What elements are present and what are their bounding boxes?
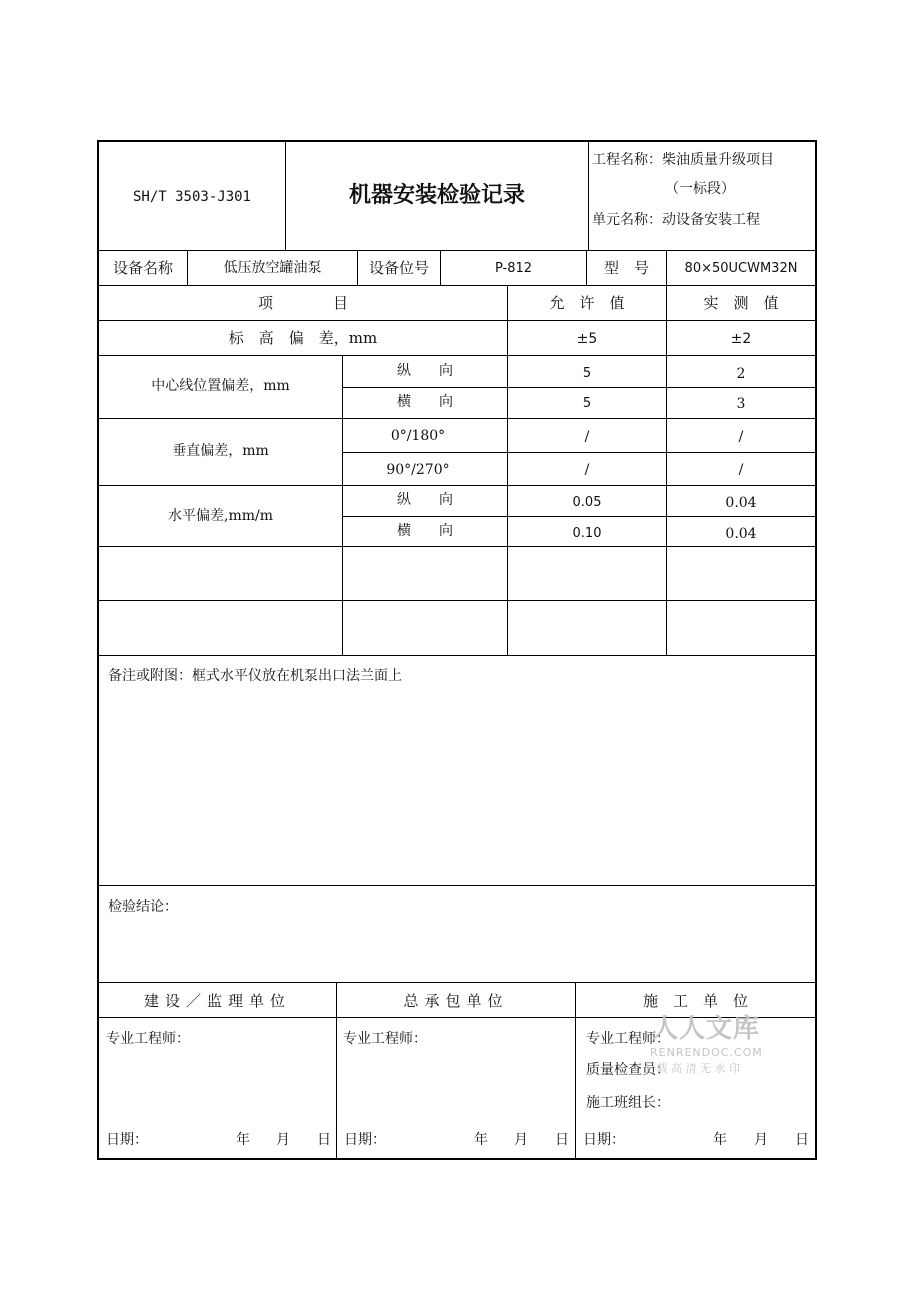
equipment-model-label: 型 号 — [603, 259, 649, 277]
owner-date-label: 日期： — [106, 1132, 148, 1148]
watermark-brand: 人人文库 — [652, 1014, 761, 1044]
centerline-measured-longitudinal: 2 — [736, 366, 746, 382]
vertical-allowed-0-180: / — [584, 429, 590, 445]
remarks-label: 备注或附图： — [108, 668, 192, 684]
construction-date-month: 月 — [754, 1132, 768, 1148]
centerline-allowed-transverse: 5 — [582, 396, 592, 411]
page-title: 机器安装检验记录 — [348, 183, 525, 208]
construction-date-day: 日 — [795, 1132, 809, 1148]
level-measured-longitudinal: 0.04 — [725, 495, 757, 511]
signature-header-contractor: 总承包单位 — [403, 992, 509, 1010]
column-header-allowed: 允 许 值 — [549, 294, 625, 312]
owner-date-day: 日 — [317, 1132, 331, 1148]
unit-name: 动设备安装工程 — [662, 212, 760, 228]
equipment-tag-label: 设备位号 — [368, 259, 429, 277]
project-name-line — [592, 151, 774, 169]
conclusion-label: 检验结论： — [108, 899, 178, 915]
equipment-tag-value: P-812 — [494, 261, 533, 276]
centerline-measured-transverse: 3 — [736, 396, 746, 412]
construction-date-year: 年 — [713, 1132, 727, 1148]
watermark-domain: RENRENDOC.COM — [650, 1046, 763, 1059]
elevation-measured: ±2 — [730, 331, 752, 347]
column-header-item: 项 目 — [257, 294, 348, 312]
elevation-allowed: ±5 — [576, 331, 598, 347]
construction-date-label: 日期： — [583, 1132, 625, 1148]
vertical-allowed-90-270: / — [584, 462, 590, 478]
construction-leader-label: 施工班组长： — [586, 1095, 670, 1111]
construction-inspector-label: 质量检查员： — [586, 1062, 670, 1078]
equipment-model-value: 80×50UCWM32N — [684, 261, 798, 276]
level-sub-transverse: 横 向 — [397, 523, 453, 539]
column-header-measured: 实 测 值 — [703, 294, 779, 312]
equipment-name-label: 设备名称 — [112, 259, 173, 277]
vertical-measured-0-180: / — [738, 429, 744, 445]
construction-engineer-label: 专业工程师： — [586, 1031, 670, 1047]
level-allowed-transverse: 0.10 — [572, 526, 602, 541]
signature-header-construction: 施 工 单 位 — [642, 992, 748, 1010]
vertical-sub-0-180: 0°/180° — [390, 428, 446, 444]
project-section: （一标段） — [665, 181, 735, 197]
owner-date-month: 月 — [276, 1132, 290, 1148]
level-label: 水平偏差,mm/m — [168, 508, 273, 524]
centerline-label: 中心线位置偏差，mm — [151, 378, 290, 394]
level-measured-transverse: 0.04 — [725, 526, 757, 542]
centerline-sub-longitudinal: 纵 向 — [397, 363, 453, 379]
equipment-name-value: 低压放空罐油泵 — [223, 260, 322, 276]
contractor-date-label: 日期： — [344, 1132, 386, 1148]
owner-engineer-label: 专业工程师： — [106, 1031, 190, 1047]
contractor-date-year: 年 — [474, 1132, 488, 1148]
project-name: 柴油质量升级项目 — [662, 152, 774, 168]
vertical-label: 垂直偏差，mm — [172, 443, 269, 459]
form-code: SH/T 3503-J301 — [132, 189, 251, 205]
contractor-date-day: 日 — [555, 1132, 569, 1148]
level-sub-longitudinal: 纵 向 — [397, 492, 453, 508]
owner-date-year: 年 — [236, 1132, 250, 1148]
signature-header-owner: 建设／监理单位 — [143, 992, 291, 1010]
vertical-measured-90-270: / — [738, 462, 744, 478]
remarks-text: 框式水平仪放在机泵出口法兰面上 — [192, 668, 402, 684]
project-label: 工程名称： — [592, 152, 662, 168]
unit-label: 单元名称： — [592, 212, 662, 228]
centerline-sub-transverse: 横 向 — [397, 394, 453, 410]
unit-name-line — [592, 211, 760, 229]
contractor-date-month: 月 — [514, 1132, 528, 1148]
contractor-engineer-label: 专业工程师： — [343, 1031, 427, 1047]
centerline-allowed-longitudinal: 5 — [582, 366, 592, 381]
remarks-line — [108, 667, 402, 685]
level-allowed-longitudinal: 0.05 — [572, 495, 602, 510]
vertical-sub-90-270: 90°/270° — [386, 462, 450, 478]
watermark-slogan: 下 载 高 清 无 水 印 — [642, 1062, 740, 1075]
elevation-label: 标 高 偏 差，mm — [228, 329, 378, 347]
